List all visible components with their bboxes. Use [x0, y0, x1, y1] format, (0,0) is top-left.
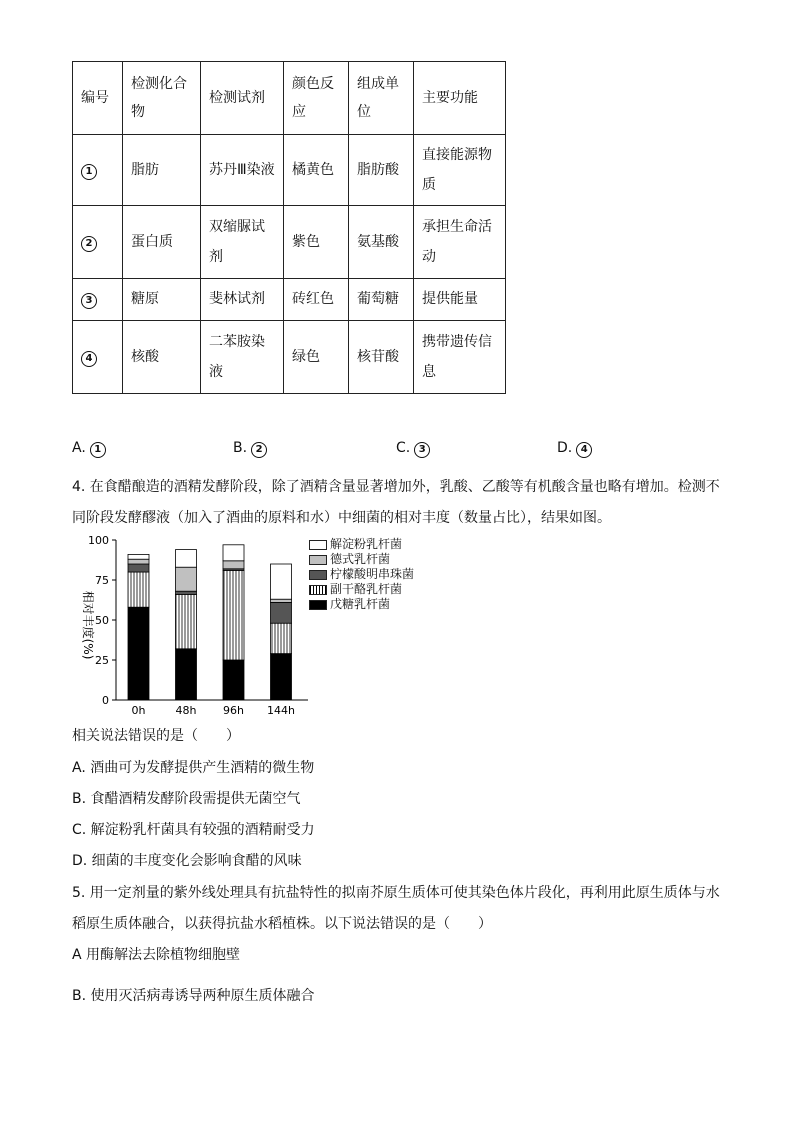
- bar-segment: [176, 591, 197, 594]
- chart-legend: [309, 537, 414, 612]
- x-tick-label: 0h: [131, 704, 146, 717]
- header-cell: 颜色反应: [284, 62, 349, 135]
- header-cell: 检测化合物: [123, 62, 201, 135]
- legend-item: [309, 567, 414, 582]
- bar-segment: [271, 564, 292, 599]
- q4-stem-line: 同阶段发酵醪液（加入了酒曲的原料和水）中细菌的相对丰度（数量占比），结果如图。: [72, 510, 611, 526]
- circled-number: 4: [576, 442, 592, 458]
- header-cell: 组成单位: [349, 62, 414, 135]
- header-cell: 主要功能: [414, 62, 506, 135]
- table-cell: 提供能量: [414, 279, 506, 321]
- bar-segment: [223, 545, 244, 561]
- bar-segment: [128, 564, 149, 572]
- table-cell: 葡萄糖: [349, 279, 414, 321]
- x-tick-label: 48h: [175, 704, 197, 717]
- table-row: [73, 279, 506, 321]
- q3-option-d[interactable]: [557, 440, 592, 458]
- y-tick-label: 100: [88, 534, 109, 547]
- legend-item: [309, 582, 414, 597]
- y-tick-label: 50: [95, 614, 109, 627]
- table-cell: 蛋白质: [123, 206, 201, 279]
- legend-swatch: [309, 600, 327, 610]
- circled-number: 4: [81, 351, 97, 367]
- table-cell: 二苯胺染液: [201, 321, 284, 394]
- legend-swatch: [309, 540, 327, 550]
- circled-number: 1: [81, 164, 97, 180]
- legend-swatch: [309, 555, 327, 565]
- q3-option-c[interactable]: [396, 440, 430, 458]
- q4-stem-line: 4. 在食醋酿造的酒精发酵阶段，除了酒精含量显著增加外，乳酸、乙酸等有机酸含量也略有增加。检测不: [72, 479, 720, 495]
- bar-segment: [271, 654, 292, 700]
- table-cell: 携带遗传信息: [414, 321, 506, 394]
- row-number-cell: [73, 206, 123, 279]
- legend-item: [309, 597, 414, 612]
- table-cell: 直接能源物质: [414, 135, 506, 206]
- circled-number: 3: [414, 442, 430, 458]
- circled-number: 2: [251, 442, 267, 458]
- circled-number: 1: [90, 442, 106, 458]
- bar-segment: [128, 607, 149, 700]
- table-cell: 斐林试剂: [201, 279, 284, 321]
- table-cell: 氨基酸: [349, 206, 414, 279]
- option-letter: B.: [233, 440, 248, 456]
- q4-question: 相关说法错误的是（ ）: [72, 728, 240, 744]
- legend-label: 副干酪乳杆菌: [330, 582, 403, 596]
- y-tick-label: 25: [95, 654, 109, 667]
- legend-label: 德式乳杆菌: [330, 552, 391, 566]
- table-header-row: [73, 62, 506, 135]
- bar-segment: [223, 660, 244, 700]
- q4-option-d[interactable]: D. 细菌的丰度变化会影响食醋的风味: [72, 853, 302, 869]
- header-cell: 编号: [73, 62, 123, 135]
- bar-segment: [223, 570, 244, 660]
- y-tick-label: 75: [95, 574, 109, 587]
- q3-option-b[interactable]: [233, 440, 267, 458]
- legend-swatch: [309, 570, 327, 580]
- table-cell: 糖原: [123, 279, 201, 321]
- option-letter: A.: [72, 440, 86, 456]
- table-cell: 脂肪: [123, 135, 201, 206]
- bar-segment: [271, 599, 292, 602]
- table-cell: 核酸: [123, 321, 201, 394]
- q4-option-a[interactable]: A. 酒曲可为发酵提供产生酒精的微生物: [72, 760, 315, 776]
- row-number-cell: [73, 321, 123, 394]
- q5-option-a[interactable]: A 用酶解法去除植物细胞壁: [72, 947, 241, 963]
- legend-item: [309, 537, 414, 552]
- table-cell: 紫色: [284, 206, 349, 279]
- q3-option-a[interactable]: [72, 440, 106, 458]
- option-letter: C.: [396, 440, 411, 456]
- table-row: [73, 135, 506, 206]
- circled-number: 3: [81, 293, 97, 309]
- table-cell: 核苷酸: [349, 321, 414, 394]
- q4-option-b[interactable]: B. 食醋酒精发酵阶段需提供无菌空气: [72, 791, 301, 807]
- bar-segment: [271, 623, 292, 653]
- q4-option-c[interactable]: C. 解淀粉乳杆菌具有较强的酒精耐受力: [72, 822, 315, 838]
- legend-label: 解淀粉乳杆菌: [330, 537, 403, 551]
- row-number-cell: [73, 279, 123, 321]
- bar-segment: [128, 559, 149, 564]
- bar-segment: [176, 594, 197, 648]
- table-cell: 苏丹Ⅲ染液: [201, 135, 284, 206]
- bacteria-abundance-chart: [70, 530, 310, 720]
- legend-label: 柠檬酸明串珠菌: [330, 567, 415, 581]
- table-cell: 橘黄色: [284, 135, 349, 206]
- option-letter: D.: [557, 440, 573, 456]
- table-cell: 脂肪酸: [349, 135, 414, 206]
- q5-stem-line: 稻原生质体融合，以获得抗盐水稻植株。以下说法错误的是（ ）: [72, 916, 492, 932]
- bar-segment: [271, 602, 292, 623]
- q5-option-b[interactable]: B. 使用灭活病毒诱导两种原生质体融合: [72, 988, 315, 1004]
- y-axis-label: 相对丰度(%): [81, 590, 95, 660]
- x-tick-label: 144h: [267, 704, 295, 717]
- bar-segment: [176, 550, 197, 568]
- bar-segment: [128, 554, 149, 559]
- bar-segment: [176, 567, 197, 591]
- legend-item: [309, 552, 414, 567]
- table-row: [73, 206, 506, 279]
- y-tick-label: 0: [102, 694, 109, 707]
- q5-stem-line: 5. 用一定剂量的紫外线处理具有抗盐特性的拟南芥原生质体可使其染色体片段化，再利用此原生质体与水: [72, 885, 720, 901]
- table-cell: 承担生命活动: [414, 206, 506, 279]
- header-cell: 检测试剂: [201, 62, 284, 135]
- table-cell: 砖红色: [284, 279, 349, 321]
- legend-swatch: [309, 585, 327, 595]
- circled-number: 2: [81, 236, 97, 252]
- table-cell: 双缩脲试剂: [201, 206, 284, 279]
- table-cell: 绿色: [284, 321, 349, 394]
- table-row: [73, 321, 506, 394]
- bar-segment: [176, 649, 197, 700]
- x-tick-label: 96h: [223, 704, 244, 717]
- detection-table: [72, 61, 506, 394]
- bar-segment: [128, 572, 149, 607]
- legend-label: 戊糖乳杆菌: [330, 597, 391, 611]
- bar-segment: [223, 561, 244, 569]
- row-number-cell: [73, 135, 123, 206]
